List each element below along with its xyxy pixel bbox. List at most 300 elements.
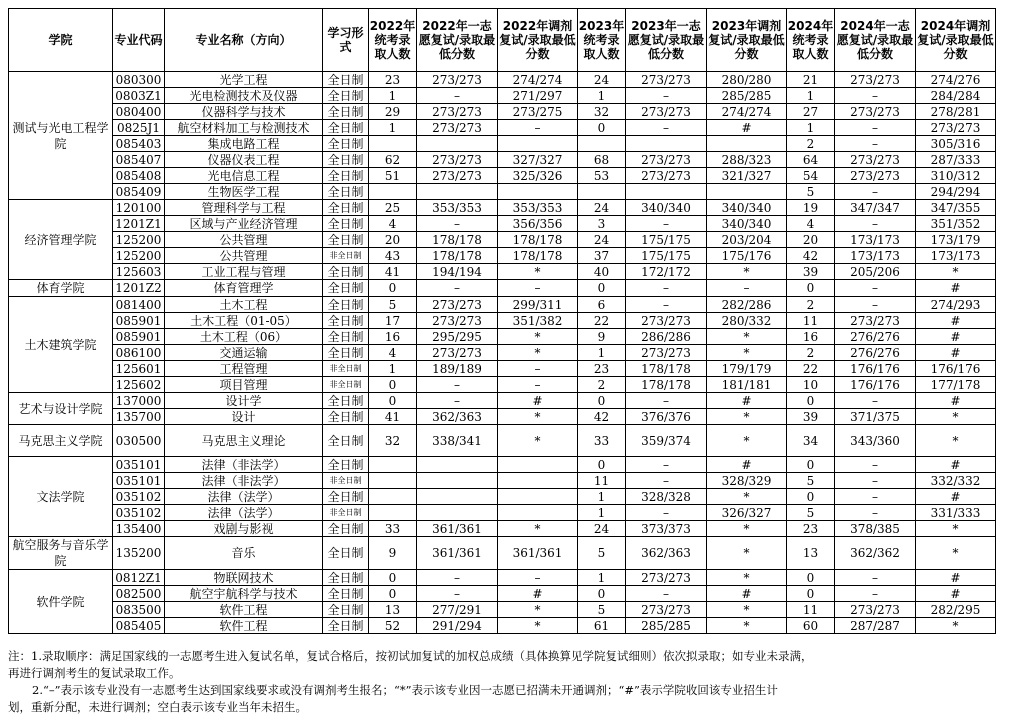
transfer-2023-cell: 340/340	[707, 216, 787, 232]
header-study-form: 学习形式	[323, 9, 369, 72]
enrolled-2024-cell: 0	[787, 586, 835, 602]
enrolled-2023-cell: 68	[578, 152, 626, 168]
school-cell: 土木建筑学院	[9, 297, 113, 393]
enrolled-2022-cell: 9	[369, 537, 417, 570]
transfer-2023-cell: *	[707, 345, 787, 361]
major-code-cell: 125200	[113, 248, 165, 264]
first-choice-2024-cell: 276/276	[835, 329, 916, 345]
transfer-2022-cell: #	[498, 586, 578, 602]
enrolled-2023-cell: 0	[578, 457, 626, 473]
school-cell: 经济管理学院	[9, 200, 113, 280]
table-row	[9, 280, 996, 297]
enrolled-2023-cell: 11	[578, 473, 626, 489]
first-choice-2022-cell: 277/291	[417, 602, 498, 618]
enrolled-2023-cell: 3	[578, 216, 626, 232]
enrolled-2023-cell: 2	[578, 377, 626, 393]
transfer-2022-cell	[498, 457, 578, 473]
enrolled-2024-cell: 23	[787, 521, 835, 537]
first-choice-2024-cell: –	[835, 136, 916, 152]
enrolled-2023-cell: 37	[578, 248, 626, 264]
table-row	[9, 409, 996, 425]
study-form-cell: 全日制	[323, 88, 369, 104]
note-line: 再进行调剂考生的复试录取工作。	[8, 666, 181, 680]
first-choice-2023-cell: 273/273	[626, 72, 707, 88]
transfer-2024-cell: 176/176	[916, 361, 996, 377]
first-choice-2024-cell: 276/276	[835, 345, 916, 361]
table-row	[9, 377, 996, 393]
table-row	[9, 88, 996, 104]
transfer-2024-cell: *	[916, 618, 996, 634]
enrolled-2023-cell: 1	[578, 345, 626, 361]
first-choice-2022-cell: 178/178	[417, 248, 498, 264]
enrolled-2024-cell: 39	[787, 264, 835, 280]
first-choice-2022-cell: 273/273	[417, 104, 498, 120]
enrolled-2022-cell: 1	[369, 120, 417, 136]
major-name-cell: 法律（法学）	[165, 489, 323, 505]
study-form-cell: 全日制	[323, 136, 369, 152]
first-choice-2024-cell: –	[835, 586, 916, 602]
enrolled-2023-cell: 5	[578, 537, 626, 570]
first-choice-2024-cell: 273/273	[835, 313, 916, 329]
transfer-2022-cell: –	[498, 361, 578, 377]
enrolled-2024-cell: 54	[787, 168, 835, 184]
study-form-cell: 全日制	[323, 200, 369, 216]
first-choice-2024-cell: 273/273	[835, 168, 916, 184]
transfer-2024-cell: #	[916, 345, 996, 361]
first-choice-2023-cell: 328/328	[626, 489, 707, 505]
enrolled-2024-cell: 1	[787, 88, 835, 104]
transfer-2023-cell: –	[707, 280, 787, 297]
major-name-cell: 工程管理	[165, 361, 323, 377]
transfer-2023-cell: 340/340	[707, 200, 787, 216]
major-code-cell: 080400	[113, 104, 165, 120]
first-choice-2022-cell: 295/295	[417, 329, 498, 345]
major-code-cell: 085901	[113, 329, 165, 345]
transfer-2024-cell: 347/355	[916, 200, 996, 216]
major-code-cell: 1201Z2	[113, 280, 165, 297]
major-code-cell: 082500	[113, 586, 165, 602]
first-choice-2023-cell	[626, 136, 707, 152]
enrolled-2022-cell	[369, 136, 417, 152]
first-choice-2022-cell: –	[417, 393, 498, 409]
transfer-2024-cell: *	[916, 264, 996, 280]
major-name-cell: 区域与产业经济管理	[165, 216, 323, 232]
enrolled-2023-cell: 24	[578, 521, 626, 537]
major-name-cell: 戏剧与影视	[165, 521, 323, 537]
study-form-cell: 非全日制	[323, 361, 369, 377]
major-code-cell: 080300	[113, 72, 165, 88]
enrolled-2022-cell: 32	[369, 425, 417, 457]
first-choice-2023-cell: –	[626, 216, 707, 232]
enrolled-2022-cell: 4	[369, 216, 417, 232]
table-body	[9, 72, 996, 634]
transfer-2023-cell: #	[707, 586, 787, 602]
major-name-cell: 土木工程（06）	[165, 329, 323, 345]
transfer-2023-cell: #	[707, 457, 787, 473]
enrolled-2023-cell: 24	[578, 232, 626, 248]
major-name-cell: 法律（法学）	[165, 505, 323, 521]
enrolled-2022-cell: 43	[369, 248, 417, 264]
major-name-cell: 体育管理学	[165, 280, 323, 297]
first-choice-2024-cell: –	[835, 297, 916, 313]
major-name-cell: 仪器仪表工程	[165, 152, 323, 168]
table-row	[9, 425, 996, 457]
transfer-2023-cell: *	[707, 264, 787, 280]
transfer-2024-cell: #	[916, 489, 996, 505]
enrolled-2024-cell: 2	[787, 345, 835, 361]
enrolled-2023-cell: 9	[578, 329, 626, 345]
first-choice-2023-cell: 373/373	[626, 521, 707, 537]
first-choice-2023-cell: –	[626, 457, 707, 473]
major-code-cell: 085408	[113, 168, 165, 184]
enrolled-2022-cell: 0	[369, 280, 417, 297]
study-form-cell: 非全日制	[323, 248, 369, 264]
enrolled-2022-cell: 41	[369, 264, 417, 280]
transfer-2024-cell: #	[916, 329, 996, 345]
transfer-2024-cell: #	[916, 280, 996, 297]
enrolled-2022-cell: 20	[369, 232, 417, 248]
first-choice-2023-cell: –	[626, 505, 707, 521]
major-name-cell: 公共管理	[165, 232, 323, 248]
first-choice-2022-cell: 361/361	[417, 521, 498, 537]
transfer-2023-cell: 274/274	[707, 104, 787, 120]
enrolled-2024-cell: 0	[787, 393, 835, 409]
transfer-2024-cell: 282/295	[916, 602, 996, 618]
enrolled-2023-cell: 0	[578, 393, 626, 409]
enrolled-2022-cell: 23	[369, 72, 417, 88]
study-form-cell: 全日制	[323, 537, 369, 570]
first-choice-2023-cell	[626, 184, 707, 200]
transfer-2023-cell: 328/329	[707, 473, 787, 489]
major-code-cell: 0812Z1	[113, 570, 165, 586]
school-cell: 体育学院	[9, 280, 113, 297]
transfer-2022-cell: 361/361	[498, 537, 578, 570]
study-form-cell: 全日制	[323, 489, 369, 505]
enrolled-2024-cell: 13	[787, 537, 835, 570]
major-name-cell: 生物医学工程	[165, 184, 323, 200]
first-choice-2024-cell: 273/273	[835, 152, 916, 168]
major-name-cell: 管理科学与工程	[165, 200, 323, 216]
first-choice-2023-cell: 285/285	[626, 618, 707, 634]
major-code-cell: 085409	[113, 184, 165, 200]
table-row	[9, 297, 996, 313]
first-choice-2023-cell: 340/340	[626, 200, 707, 216]
first-choice-2023-cell: –	[626, 280, 707, 297]
study-form-cell: 非全日制	[323, 505, 369, 521]
enrolled-2022-cell	[369, 505, 417, 521]
table-row	[9, 602, 996, 618]
transfer-2024-cell: #	[916, 313, 996, 329]
transfer-2023-cell: *	[707, 618, 787, 634]
transfer-2024-cell: 278/281	[916, 104, 996, 120]
study-form-cell: 全日制	[323, 329, 369, 345]
enrolled-2024-cell: 11	[787, 313, 835, 329]
major-name-cell: 集成电路工程	[165, 136, 323, 152]
first-choice-2022-cell	[417, 457, 498, 473]
first-choice-2023-cell: –	[626, 88, 707, 104]
transfer-2022-cell: 356/356	[498, 216, 578, 232]
table-row	[9, 473, 996, 489]
header-row	[9, 9, 996, 72]
major-name-cell: 软件工程	[165, 618, 323, 634]
transfer-2022-cell: 178/178	[498, 232, 578, 248]
first-choice-2023-cell: –	[626, 297, 707, 313]
first-choice-2024-cell: –	[835, 216, 916, 232]
major-name-cell: 设计	[165, 409, 323, 425]
enrolled-2023-cell: 1	[578, 489, 626, 505]
major-name-cell: 法律（非法学）	[165, 473, 323, 489]
transfer-2023-cell: #	[707, 393, 787, 409]
table-row	[9, 361, 996, 377]
major-name-cell: 航空材料加工与检测技术	[165, 120, 323, 136]
first-choice-2022-cell	[417, 489, 498, 505]
major-code-cell: 0803Z1	[113, 88, 165, 104]
enrolled-2023-cell	[578, 184, 626, 200]
table-row	[9, 200, 996, 216]
enrolled-2023-cell: 1	[578, 88, 626, 104]
first-choice-2024-cell: 173/173	[835, 248, 916, 264]
transfer-2023-cell: 179/179	[707, 361, 787, 377]
major-code-cell: 125601	[113, 361, 165, 377]
major-code-cell: 086100	[113, 345, 165, 361]
first-choice-2023-cell: 175/175	[626, 248, 707, 264]
enrolled-2023-cell: 0	[578, 120, 626, 136]
first-choice-2022-cell: –	[417, 570, 498, 586]
transfer-2023-cell: *	[707, 409, 787, 425]
first-choice-2024-cell: 362/362	[835, 537, 916, 570]
first-choice-2023-cell: –	[626, 393, 707, 409]
transfer-2023-cell	[707, 184, 787, 200]
first-choice-2023-cell: –	[626, 120, 707, 136]
study-form-cell: 全日制	[323, 280, 369, 297]
enrolled-2024-cell: 0	[787, 570, 835, 586]
transfer-2024-cell: #	[916, 570, 996, 586]
transfer-2022-cell	[498, 505, 578, 521]
transfer-2022-cell: *	[498, 264, 578, 280]
enrolled-2022-cell: 33	[369, 521, 417, 537]
enrolled-2024-cell: 0	[787, 489, 835, 505]
transfer-2024-cell: 310/312	[916, 168, 996, 184]
first-choice-2022-cell: 273/273	[417, 345, 498, 361]
first-choice-2024-cell: 273/273	[835, 72, 916, 88]
transfer-2022-cell: 273/275	[498, 104, 578, 120]
first-choice-2022-cell: 273/273	[417, 72, 498, 88]
enrolled-2023-cell: 0	[578, 586, 626, 602]
header-2024-transfer: 2024年调剂复试/录取最低分数	[916, 9, 996, 72]
first-choice-2024-cell: –	[835, 88, 916, 104]
transfer-2022-cell: –	[498, 280, 578, 297]
transfer-2022-cell: *	[498, 618, 578, 634]
study-form-cell: 全日制	[323, 425, 369, 457]
transfer-2022-cell: *	[498, 602, 578, 618]
major-code-cell: 081400	[113, 297, 165, 313]
enrolled-2024-cell: 5	[787, 505, 835, 521]
study-form-cell: 全日制	[323, 184, 369, 200]
study-form-cell: 全日制	[323, 168, 369, 184]
enrolled-2024-cell: 0	[787, 457, 835, 473]
enrolled-2024-cell: 19	[787, 200, 835, 216]
major-name-cell: 法律（非法学）	[165, 457, 323, 473]
transfer-2024-cell: 177/178	[916, 377, 996, 393]
enrolled-2023-cell: 61	[578, 618, 626, 634]
transfer-2023-cell: *	[707, 425, 787, 457]
table-row	[9, 168, 996, 184]
transfer-2022-cell: *	[498, 345, 578, 361]
first-choice-2024-cell: –	[835, 505, 916, 521]
transfer-2023-cell	[707, 136, 787, 152]
first-choice-2023-cell: 376/376	[626, 409, 707, 425]
transfer-2024-cell: 273/273	[916, 120, 996, 136]
major-name-cell: 交通运输	[165, 345, 323, 361]
enrolled-2024-cell: 21	[787, 72, 835, 88]
study-form-cell: 全日制	[323, 264, 369, 280]
transfer-2024-cell: *	[916, 537, 996, 570]
study-form-cell: 全日制	[323, 602, 369, 618]
enrolled-2022-cell	[369, 184, 417, 200]
enrolled-2022-cell	[369, 457, 417, 473]
table-row	[9, 521, 996, 537]
transfer-2022-cell: *	[498, 521, 578, 537]
study-form-cell: 全日制	[323, 72, 369, 88]
major-code-cell: 137000	[113, 393, 165, 409]
major-code-cell: 035101	[113, 473, 165, 489]
first-choice-2022-cell: 189/189	[417, 361, 498, 377]
enrolled-2023-cell: 32	[578, 104, 626, 120]
enrolled-2023-cell: 24	[578, 72, 626, 88]
major-name-cell: 光电信息工程	[165, 168, 323, 184]
first-choice-2022-cell: 338/341	[417, 425, 498, 457]
major-name-cell: 工业工程与管理	[165, 264, 323, 280]
transfer-2022-cell: 299/311	[498, 297, 578, 313]
enrolled-2024-cell: 5	[787, 184, 835, 200]
study-form-cell: 非全日制	[323, 377, 369, 393]
study-form-cell: 全日制	[323, 521, 369, 537]
first-choice-2023-cell: 273/273	[626, 313, 707, 329]
enrolled-2023-cell: 23	[578, 361, 626, 377]
table-row	[9, 329, 996, 345]
header-2023-transfer: 2023年调剂复试/录取最低分数	[707, 9, 787, 72]
header-2024-first-choice: 2024年一志愿复试/录取最低分数	[835, 9, 916, 72]
enrolled-2023-cell: 33	[578, 425, 626, 457]
major-name-cell: 光电检测技术及仪器	[165, 88, 323, 104]
table-row	[9, 313, 996, 329]
study-form-cell: 全日制	[323, 457, 369, 473]
transfer-2024-cell: 173/179	[916, 232, 996, 248]
enrolled-2024-cell: 34	[787, 425, 835, 457]
enrolled-2023-cell	[578, 136, 626, 152]
transfer-2022-cell	[498, 489, 578, 505]
enrolled-2022-cell: 4	[369, 345, 417, 361]
header-2023-first-choice: 2023年一志愿复试/录取最低分数	[626, 9, 707, 72]
major-code-cell: 135200	[113, 537, 165, 570]
transfer-2023-cell: 321/327	[707, 168, 787, 184]
first-choice-2022-cell: –	[417, 216, 498, 232]
major-code-cell: 085403	[113, 136, 165, 152]
transfer-2022-cell	[498, 136, 578, 152]
enrolled-2022-cell: 25	[369, 200, 417, 216]
table-row	[9, 248, 996, 264]
transfer-2023-cell: 326/327	[707, 505, 787, 521]
enrolled-2023-cell: 53	[578, 168, 626, 184]
enrolled-2024-cell: 2	[787, 136, 835, 152]
transfer-2022-cell: *	[498, 409, 578, 425]
transfer-2023-cell: #	[707, 120, 787, 136]
table-row	[9, 120, 996, 136]
transfer-2024-cell: 173/173	[916, 248, 996, 264]
major-code-cell: 125200	[113, 232, 165, 248]
transfer-2024-cell: 274/293	[916, 297, 996, 313]
table-row	[9, 216, 996, 232]
first-choice-2023-cell: 273/273	[626, 168, 707, 184]
first-choice-2024-cell: –	[835, 457, 916, 473]
transfer-2024-cell: *	[916, 521, 996, 537]
table-row	[9, 264, 996, 280]
first-choice-2022-cell	[417, 136, 498, 152]
transfer-2023-cell: *	[707, 537, 787, 570]
transfer-2024-cell: *	[916, 425, 996, 457]
transfer-2023-cell: 280/332	[707, 313, 787, 329]
study-form-cell: 全日制	[323, 120, 369, 136]
header-2023-enrolled: 2023年统考录取人数	[578, 9, 626, 72]
first-choice-2024-cell: 205/206	[835, 264, 916, 280]
transfer-2022-cell: 325/326	[498, 168, 578, 184]
transfer-2022-cell: –	[498, 570, 578, 586]
enrolled-2023-cell: 0	[578, 280, 626, 297]
transfer-2023-cell: *	[707, 521, 787, 537]
major-code-cell: 120100	[113, 200, 165, 216]
first-choice-2023-cell: 178/178	[626, 361, 707, 377]
major-code-cell: 1201Z1	[113, 216, 165, 232]
major-name-cell: 土木工程	[165, 297, 323, 313]
transfer-2022-cell: 274/274	[498, 72, 578, 88]
major-name-cell: 软件工程	[165, 602, 323, 618]
major-name-cell: 公共管理	[165, 248, 323, 264]
first-choice-2024-cell: 378/385	[835, 521, 916, 537]
first-choice-2022-cell: –	[417, 280, 498, 297]
table-row	[9, 570, 996, 586]
enrolled-2022-cell: 41	[369, 409, 417, 425]
footnotes	[8, 648, 1006, 716]
major-code-cell: 125603	[113, 264, 165, 280]
first-choice-2024-cell: 273/273	[835, 602, 916, 618]
transfer-2022-cell: 351/382	[498, 313, 578, 329]
enrolled-2024-cell: 10	[787, 377, 835, 393]
major-code-cell: 035102	[113, 505, 165, 521]
first-choice-2022-cell: 362/363	[417, 409, 498, 425]
table-row	[9, 104, 996, 120]
transfer-2023-cell: *	[707, 570, 787, 586]
header-code: 专业代码	[113, 9, 165, 72]
first-choice-2023-cell: 359/374	[626, 425, 707, 457]
transfer-2022-cell: 327/327	[498, 152, 578, 168]
transfer-2023-cell: 288/323	[707, 152, 787, 168]
enrolled-2023-cell: 42	[578, 409, 626, 425]
transfer-2022-cell: –	[498, 377, 578, 393]
enrolled-2024-cell: 64	[787, 152, 835, 168]
major-code-cell: 035101	[113, 457, 165, 473]
first-choice-2022-cell: 273/273	[417, 168, 498, 184]
first-choice-2023-cell: 175/175	[626, 232, 707, 248]
transfer-2022-cell	[498, 184, 578, 200]
enrolled-2024-cell: 5	[787, 473, 835, 489]
transfer-2024-cell: 294/294	[916, 184, 996, 200]
transfer-2023-cell: 175/176	[707, 248, 787, 264]
header-2022-first-choice: 2022年一志愿复试/录取最低分数	[417, 9, 498, 72]
first-choice-2023-cell: 362/363	[626, 537, 707, 570]
first-choice-2024-cell: 371/375	[835, 409, 916, 425]
enrolled-2024-cell: 16	[787, 329, 835, 345]
first-choice-2022-cell	[417, 473, 498, 489]
